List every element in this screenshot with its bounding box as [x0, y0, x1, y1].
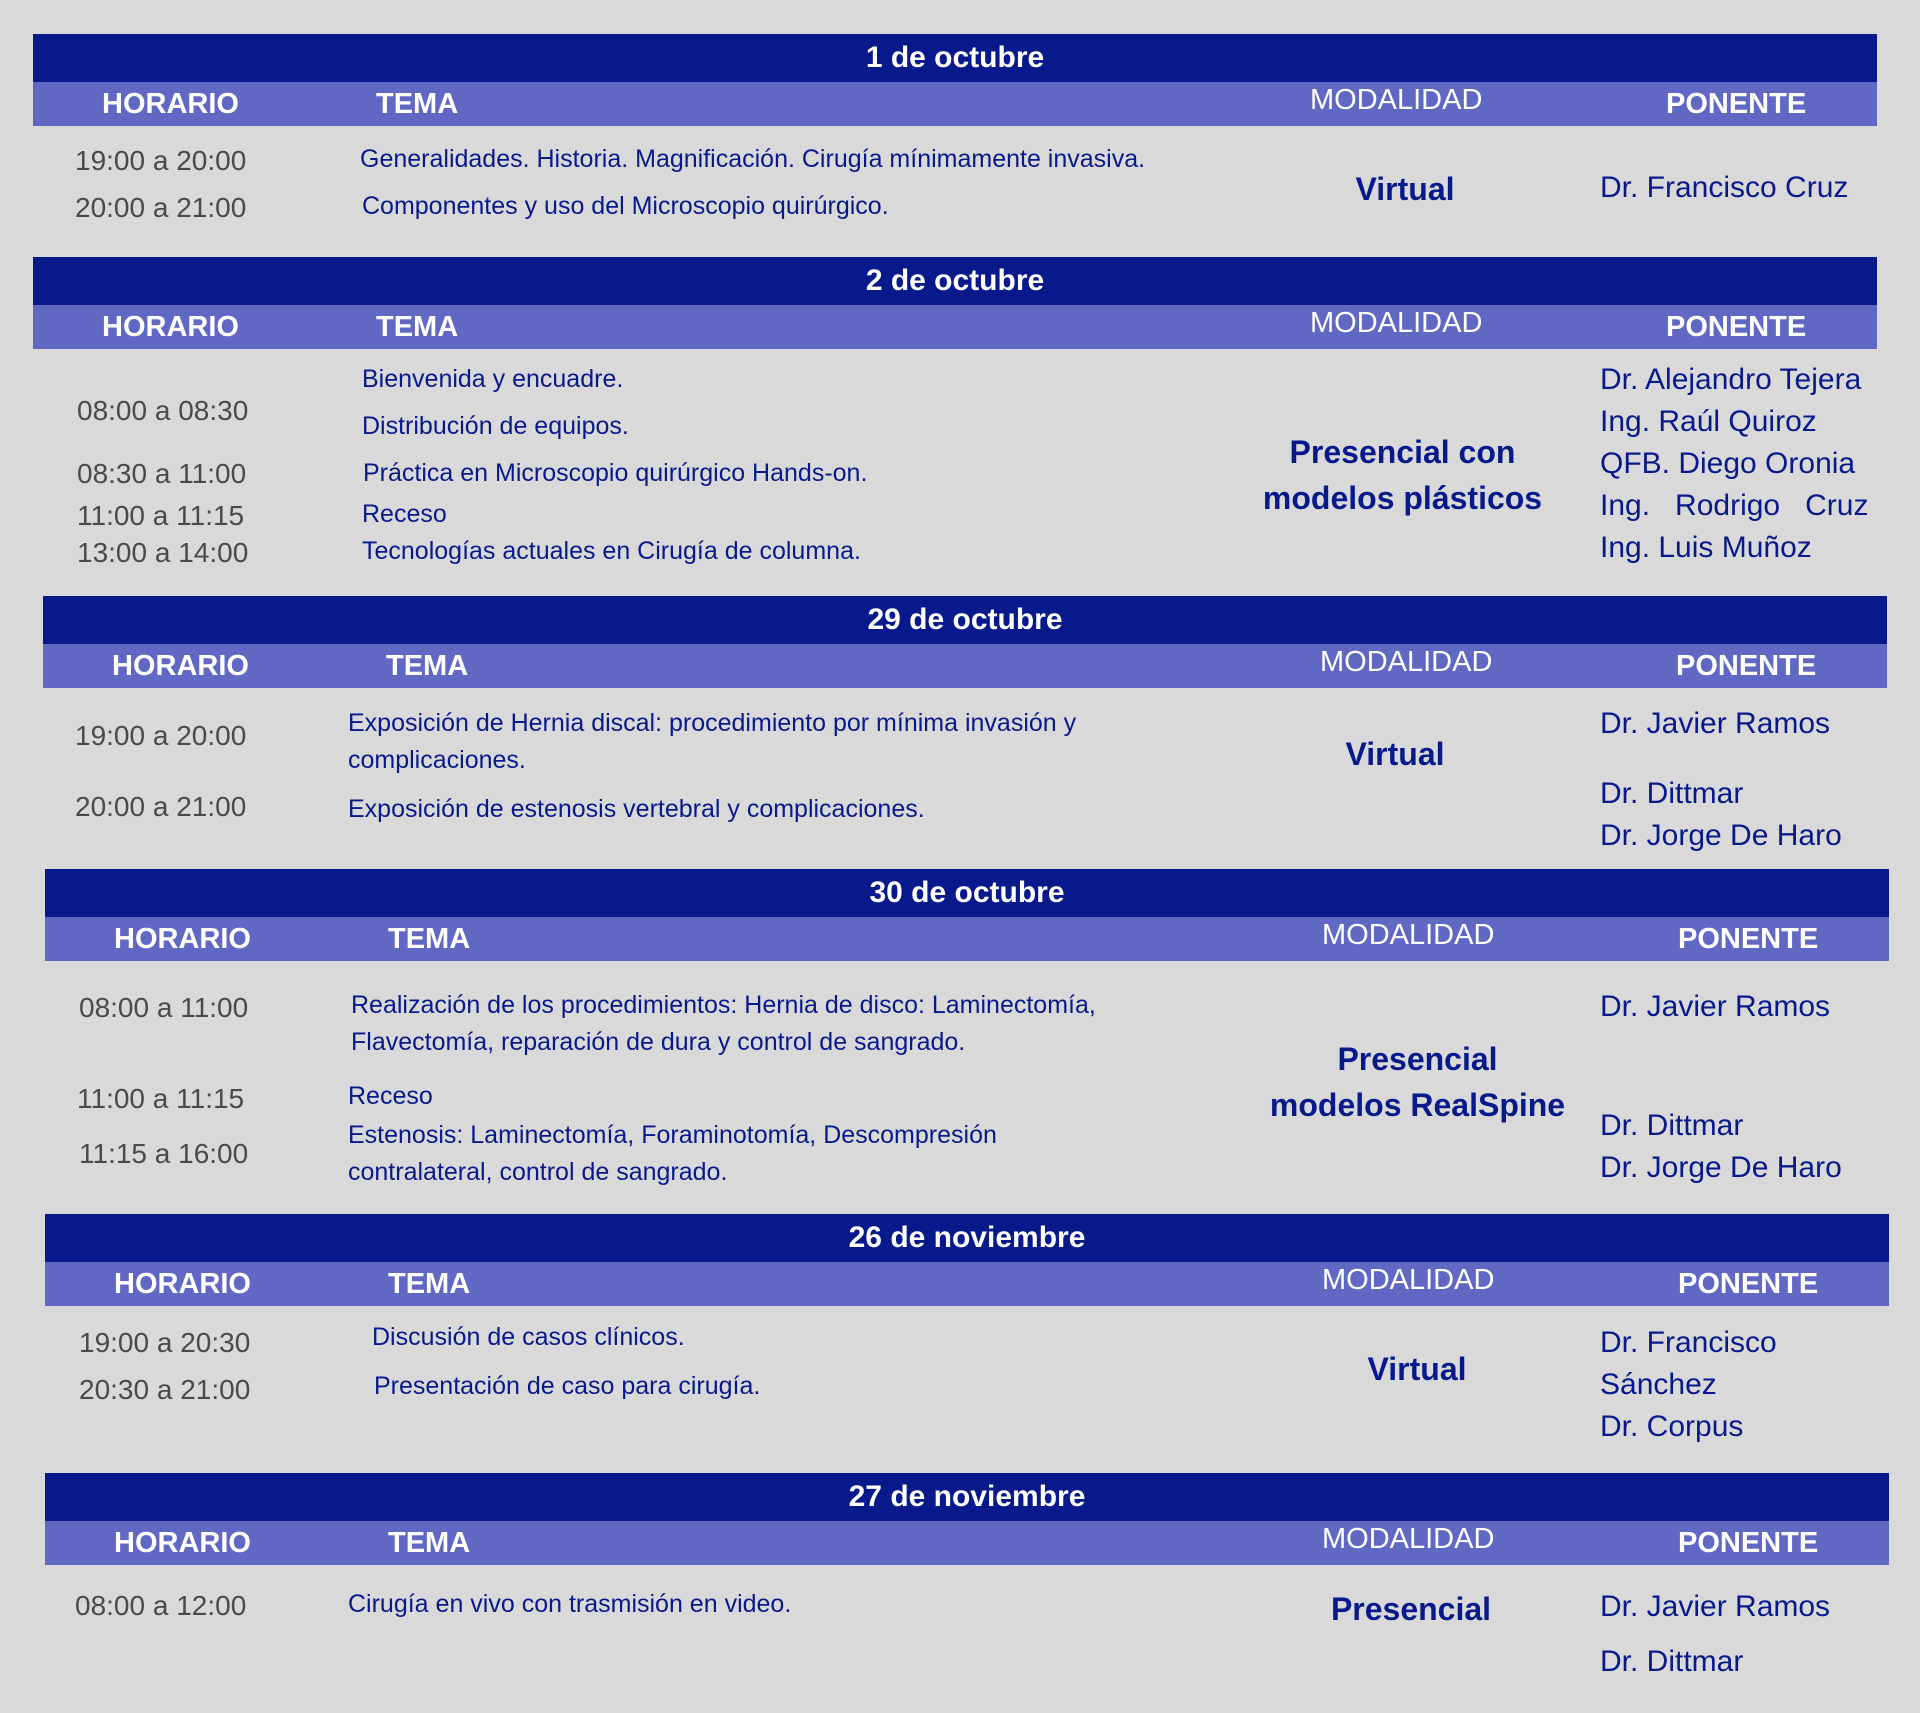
session-time: 20:00 a 21:00 [75, 791, 247, 822]
session-speaker: Ing. Raúl Quiroz [1600, 405, 1817, 438]
session-topic: Cirugía en vivo con trasmisión en video. [348, 1590, 792, 1618]
header-ponente: PONENTE [1666, 311, 1807, 343]
column-header-row [45, 1521, 1889, 1565]
session-topic: Receso [362, 500, 447, 528]
header-tema: TEMA [388, 923, 471, 955]
session-time: 13:00 a 14:00 [77, 537, 249, 568]
header-modalidad: MODALIDAD [1320, 646, 1493, 678]
session-time: 11:00 a 11:15 [77, 500, 245, 531]
session-time: 08:30 a 11:00 [77, 458, 247, 489]
session-time: 08:00 a 11:00 [79, 992, 249, 1023]
session-speaker: Dr. Jorge De Haro [1600, 1151, 1842, 1184]
header-ponente: PONENTE [1678, 1527, 1819, 1559]
header-horario: HORARIO [114, 1268, 251, 1300]
session-time: 20:00 a 21:00 [75, 192, 247, 223]
session-speaker: Dr. Javier Ramos [1600, 990, 1831, 1023]
session-speaker: QFB. Diego Oronia [1600, 447, 1856, 480]
header-horario: HORARIO [102, 88, 239, 120]
session-speaker: Dr. Dittmar [1600, 777, 1744, 810]
session-time: 08:00 a 12:00 [75, 1590, 247, 1621]
session-topic: Discusión de casos clínicos. [372, 1323, 685, 1351]
header-ponente: PONENTE [1676, 650, 1817, 682]
session-speaker: Dr. Dittmar [1600, 1645, 1744, 1678]
header-tema: TEMA [376, 88, 459, 120]
session-topic: Componentes y uso del Microscopio quirúrgico. [362, 192, 889, 220]
column-header-row [45, 917, 1889, 961]
session-speaker: Dr. Alejandro Tejera [1600, 363, 1862, 396]
header-modalidad: MODALIDAD [1310, 84, 1483, 116]
session-topic: Generalidades. Historia. Magnificación. Cirugía mínimamente invasiva. [360, 145, 1146, 173]
session-speaker: Dr. Francisco [1600, 1326, 1777, 1359]
session-topic: Práctica en Microscopio quirúrgico Hands-on. [363, 459, 868, 487]
session-topic: Receso [348, 1082, 433, 1110]
session-date: 30 de octubre [45, 869, 1889, 917]
session-modality: Virtual [1345, 736, 1445, 772]
session-speaker: Sánchez [1600, 1368, 1717, 1401]
session-modality: Virtual [1367, 1351, 1467, 1387]
session-time: 11:00 a 11:15 [77, 1083, 245, 1114]
session-topic: Presentación de caso para cirugía. [374, 1372, 761, 1400]
session-date: 29 de octubre [43, 596, 1887, 644]
header-horario: HORARIO [112, 650, 249, 682]
session-speaker: Ing. Rodrigo Cruz [1600, 489, 1869, 522]
session-modality: Presencial con modelos plásticos [1262, 434, 1543, 516]
session-time: 20:30 a 21:00 [79, 1374, 251, 1405]
header-tema: TEMA [388, 1527, 471, 1559]
session-time: 08:00 a 08:30 [77, 395, 249, 426]
column-header-row [33, 305, 1877, 349]
header-modalidad: MODALIDAD [1322, 1264, 1495, 1296]
header-tema: TEMA [386, 650, 469, 682]
column-header-row [43, 644, 1887, 688]
session-topic: Estenosis: Laminectomía, Foraminotomía, Descompresión [348, 1121, 997, 1149]
session-time: 19:00 a 20:00 [75, 145, 247, 176]
session-date: 26 de noviembre [45, 1214, 1889, 1262]
session-topic: Exposición de Hernia discal: procedimiento por mínima invasión y [348, 709, 1077, 737]
header-tema: TEMA [388, 1268, 471, 1300]
session-topic: complicaciones. [348, 746, 526, 774]
header-ponente: PONENTE [1678, 923, 1819, 955]
session-topic: Bienvenida y encuadre. [362, 365, 624, 393]
session-date: 1 de octubre [33, 34, 1877, 82]
session-topic: Realización de los procedimientos: Hernia de disco: Laminectomía, [351, 991, 1096, 1019]
header-modalidad: MODALIDAD [1322, 1523, 1495, 1555]
session-time: 11:15 a 16:00 [79, 1138, 249, 1169]
session-topic: Flavectomía, reparación de dura y control de sangrado. [351, 1028, 966, 1056]
header-horario: HORARIO [102, 311, 239, 343]
session-modality: Presencial [1330, 1591, 1492, 1627]
session-speaker: Dr. Javier Ramos [1600, 707, 1831, 740]
session-date: 27 de noviembre [45, 1473, 1889, 1521]
session-modality: Virtual [1355, 171, 1455, 207]
header-modalidad: MODALIDAD [1310, 307, 1483, 339]
session-time: 19:00 a 20:30 [79, 1327, 251, 1358]
session-topic: Distribución de equipos. [362, 412, 629, 440]
header-ponente: PONENTE [1678, 1268, 1819, 1300]
column-header-row [33, 82, 1877, 126]
header-horario: HORARIO [114, 1527, 251, 1559]
session-speaker: Dr. Francisco Cruz [1600, 171, 1849, 204]
session-modality: Presencial modelos RealSpine [1269, 1041, 1566, 1123]
header-ponente: PONENTE [1666, 88, 1807, 120]
session-topic: Tecnologías actuales en Cirugía de columna. [362, 537, 861, 565]
session-speaker: Ing. Luis Muñoz [1600, 531, 1812, 564]
session-speaker: Dr. Javier Ramos [1600, 1590, 1831, 1623]
session-speaker: Dr. Dittmar [1600, 1109, 1744, 1142]
session-speaker: Dr. Jorge De Haro [1600, 819, 1842, 852]
session-speaker: Dr. Corpus [1600, 1410, 1744, 1443]
session-date: 2 de octubre [33, 257, 1877, 305]
header-tema: TEMA [376, 311, 459, 343]
header-horario: HORARIO [114, 923, 251, 955]
header-modalidad: MODALIDAD [1322, 919, 1495, 951]
session-topic: Exposición de estenosis vertebral y complicaciones. [348, 795, 925, 823]
session-time: 19:00 a 20:00 [75, 720, 247, 751]
column-header-row [45, 1262, 1889, 1306]
session-topic: contralateral, control de sangrado. [348, 1158, 728, 1186]
